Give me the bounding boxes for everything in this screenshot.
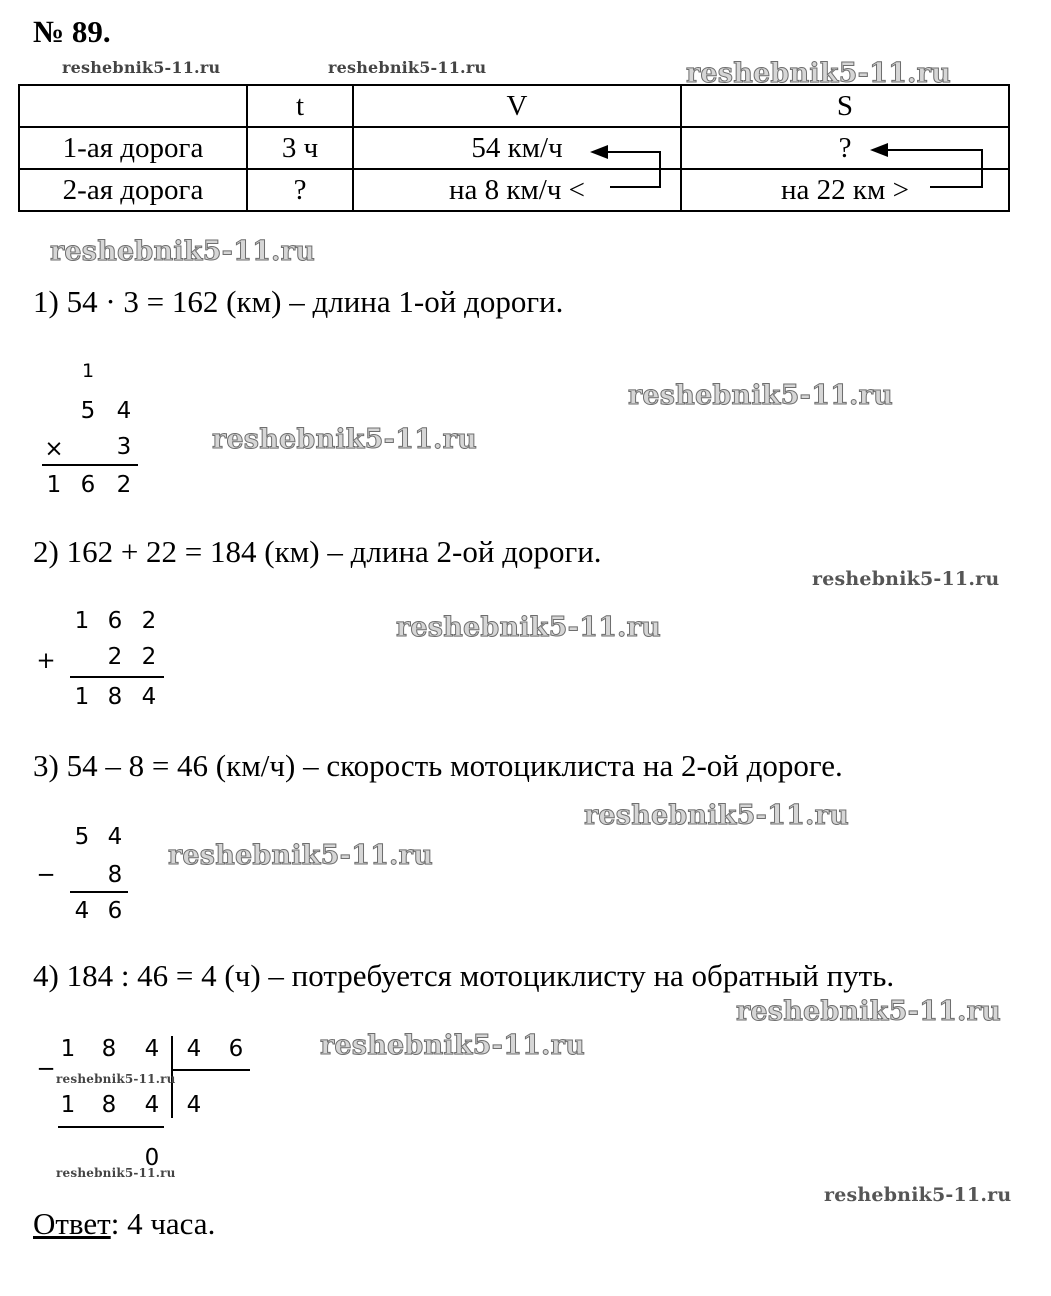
watermark: reshebnik5-11.ru (736, 996, 1001, 1027)
plus-sign: + (36, 648, 56, 674)
result-line (70, 891, 128, 893)
digit: 4 (144, 1092, 160, 1118)
table-row (19, 169, 1009, 211)
digit: 2 (141, 644, 157, 670)
digit: 4 (107, 824, 123, 850)
watermark: reshebnik5-11.ru (686, 58, 951, 89)
digit: 4 (74, 898, 90, 924)
watermark: reshebnik5-11.ru (584, 800, 849, 831)
step-3: 3) 54 – 8 = 46 (км/ч) – скорость мотоциклиста на 2-ой дороге. (33, 748, 843, 783)
table-cell: на 8 км/ч < (353, 169, 681, 211)
watermark: reshebnik5-11.ru (396, 612, 661, 643)
step-2: 2) 162 + 22 = 184 (км) – длина 2-ой дороги. (33, 534, 602, 569)
digit: 4 (186, 1036, 202, 1062)
watermark: reshebnik5-11.ru (812, 568, 1000, 590)
digit: 2 (141, 608, 157, 634)
watermark: reshebnik5-11.ru (168, 840, 433, 871)
watermark: reshebnik5-11.ru (50, 236, 315, 267)
table-cell: 2-ая дорога (19, 169, 247, 211)
answer (33, 1206, 215, 1242)
digit: 6 (107, 608, 123, 634)
digit: 5 (74, 824, 90, 850)
table-cell: ? (681, 127, 1009, 169)
table-header-cell: S (681, 85, 1009, 127)
digit: 6 (80, 472, 96, 498)
watermark: reshebnik5-11.ru (824, 1184, 1012, 1206)
result-line (58, 1126, 164, 1128)
table-row (19, 127, 1009, 169)
table-header-row (19, 85, 1009, 127)
watermark: reshebnik5-11.ru (320, 1030, 585, 1061)
digit: 8 (101, 1092, 117, 1118)
step-1: 1) 54 · 3 = 162 (км) – длина 1-ой дороги. (33, 284, 564, 319)
result-line (42, 464, 138, 466)
digit: 4 (116, 398, 132, 424)
watermark: reshebnik5-11.ru (56, 1166, 176, 1180)
table-cell: ? (247, 169, 353, 211)
table-header-cell (19, 85, 247, 127)
digit: 1 (60, 1036, 76, 1062)
data-table (18, 84, 1010, 212)
digit: 6 (228, 1036, 244, 1062)
table-header-cell: t (247, 85, 353, 127)
watermark: reshebnik5-11.ru (62, 58, 221, 77)
step-4: 4) 184 : 46 = 4 (ч) – потребуется мотоциклисту на обратный путь. (33, 958, 895, 993)
carry-digit: 1 (81, 360, 95, 382)
digit: 1 (46, 472, 62, 498)
digit: 4 (144, 1036, 160, 1062)
watermark: reshebnik5-11.ru (56, 1072, 176, 1086)
table-cell: 54 км/ч (353, 127, 681, 169)
digit: 8 (101, 1036, 117, 1062)
digit: 2 (107, 644, 123, 670)
watermark: reshebnik5-11.ru (328, 58, 487, 77)
digit: 8 (107, 684, 123, 710)
remainder-digit: 0 (144, 1145, 160, 1171)
answer-label: Ответ (33, 1206, 111, 1241)
division-line (172, 1069, 250, 1071)
watermark: reshebnik5-11.ru (212, 424, 477, 455)
table-header-cell: V (353, 85, 681, 127)
digit: 4 (141, 684, 157, 710)
problem-title: № 89. (33, 14, 111, 49)
table-cell: 1-ая дорога (19, 127, 247, 169)
digit: 3 (116, 434, 132, 460)
digit: 2 (116, 472, 132, 498)
minus-sign: − (36, 1056, 56, 1082)
multiply-sign: × (44, 436, 64, 462)
watermark: reshebnik5-11.ru (628, 380, 893, 411)
digit: 8 (107, 862, 123, 888)
table-cell: на 22 км > (681, 169, 1009, 211)
table-cell: 3 ч (247, 127, 353, 169)
result-line (70, 676, 164, 678)
digit: 5 (80, 398, 96, 424)
digit: 1 (60, 1092, 76, 1118)
quotient-digit: 4 (186, 1092, 202, 1118)
digit: 6 (107, 898, 123, 924)
digit: 1 (74, 684, 90, 710)
answer-text: : 4 часа. (110, 1206, 216, 1241)
digit: 1 (74, 608, 90, 634)
minus-sign: − (36, 862, 56, 888)
